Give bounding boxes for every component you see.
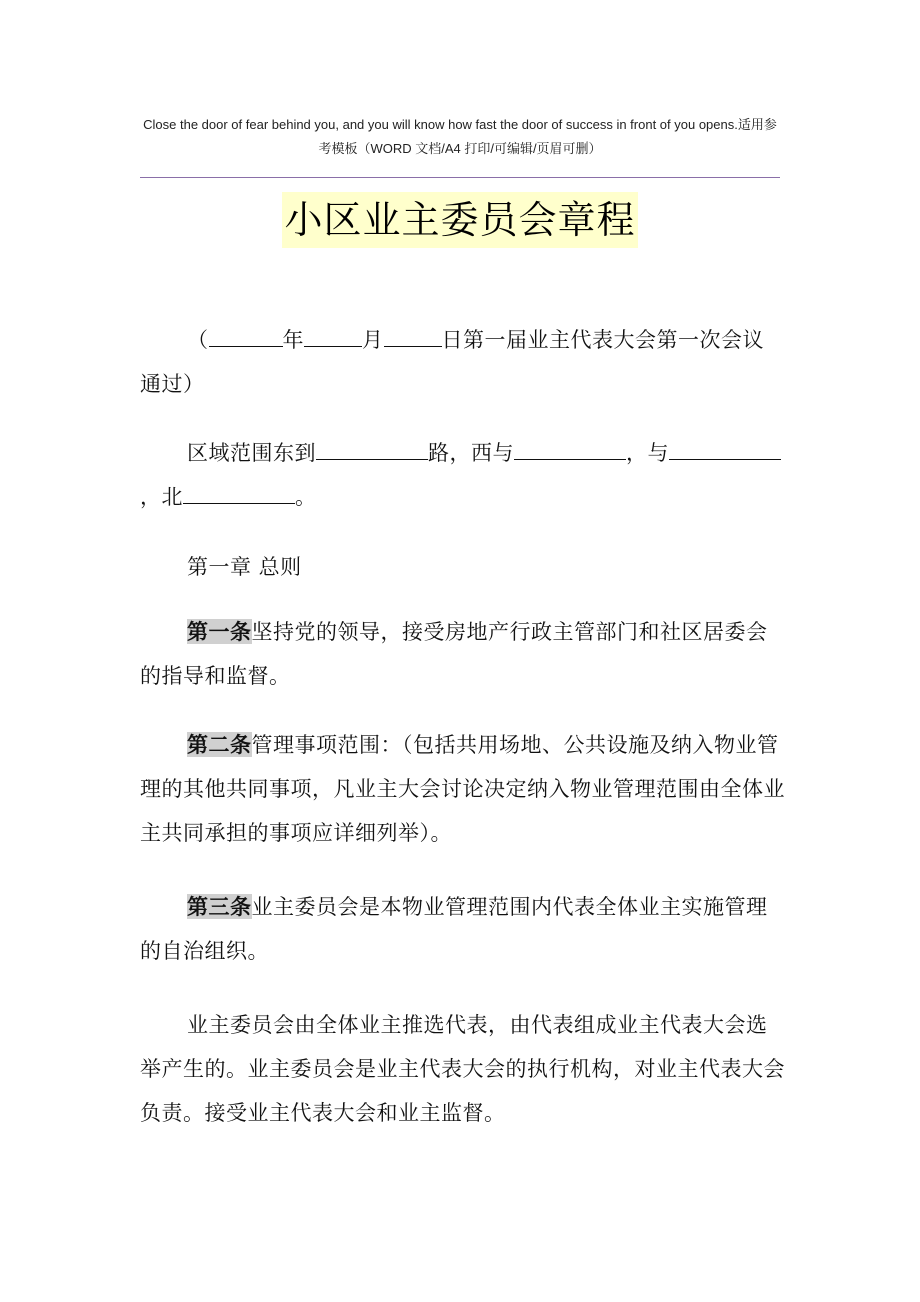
region-part5: 。: [295, 485, 317, 509]
header-note-line2: 考模板（WORD 文档/A4 打印/可编辑/页眉可删）: [318, 141, 602, 156]
article-2-text: 管理事项范围：（包括共用场地、公共设施及纳入物业管理的其他共同事项，凡业主大会讨论决定纳入物业管理范围由全体业主共同承担的事项应详细列举）。: [140, 733, 785, 845]
header-note-line1: Close the door of fear behind you, and you will know how fast the door of success in front of you opens.适用参: [143, 117, 777, 132]
document-title: 小区业主委员会章程: [282, 192, 637, 248]
region-statement: [140, 431, 785, 519]
blank-month: [304, 326, 362, 347]
adoption-rest: 日第一届业主代表大会第一次会议通过）: [140, 328, 764, 396]
article-3-text: 业主委员会是本物业管理范围内代表全体业主实施管理的自治组织。: [140, 895, 768, 963]
blank-west: [514, 439, 626, 460]
adoption-month-label: 月: [362, 328, 384, 352]
article-2-label: 第二条: [187, 732, 252, 757]
article-1-text: 坚持党的领导，接受房地产行政主管部门和社区居委会的指导和监督。: [140, 620, 768, 688]
blank-north: [183, 483, 295, 504]
blank-year: [209, 326, 283, 347]
adoption-open: （: [187, 328, 209, 352]
article-3: [140, 885, 785, 973]
blank-east: [316, 439, 428, 460]
adoption-statement: [140, 318, 785, 406]
header-note: [140, 113, 780, 161]
title-container: [0, 192, 920, 248]
chapter-heading: 第一章 总则: [187, 555, 302, 579]
body-paragraph: 业主委员会由全体业主推选代表，由代表组成业主代表大会选举产生的。业主委员会是业主代表大会的执行机构，对业主代表大会负责。接受业主代表大会和业主监督。: [140, 1013, 785, 1125]
article-1: [140, 610, 785, 698]
article-1-label: 第一条: [187, 619, 252, 644]
header-divider: [140, 177, 780, 178]
region-part4: ，北: [140, 485, 183, 509]
region-part1: 区域范围东到: [187, 441, 316, 465]
region-part3: ，与: [626, 441, 669, 465]
article-3-label: 第三条: [187, 894, 252, 919]
adoption-year-label: 年: [282, 328, 304, 352]
blank-south: [669, 439, 781, 460]
blank-day: [384, 326, 442, 347]
region-part2: 路，西与: [428, 441, 514, 465]
article-2: [140, 723, 785, 855]
